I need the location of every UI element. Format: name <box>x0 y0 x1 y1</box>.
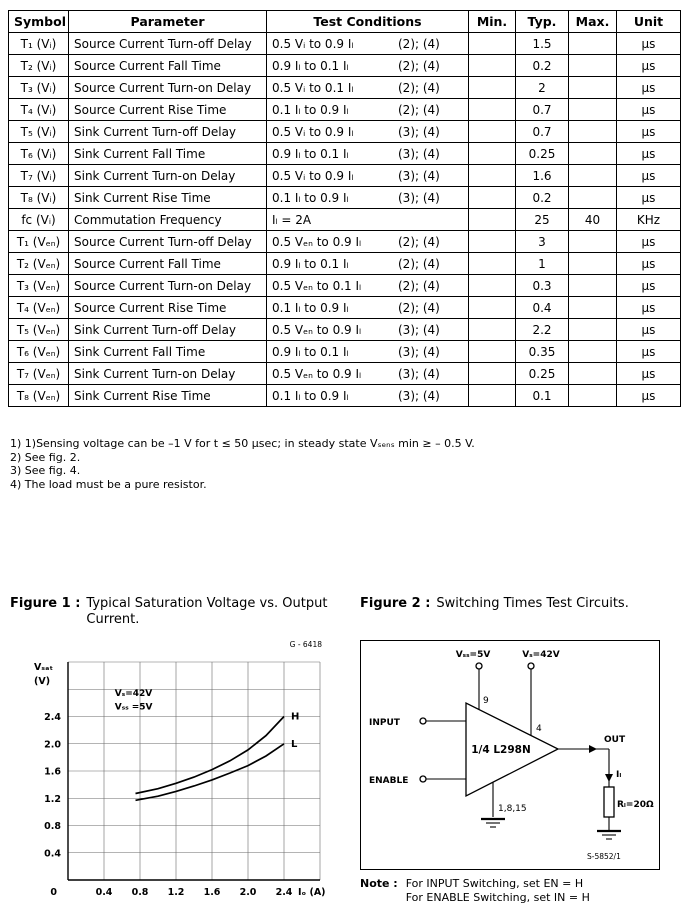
cell-conditions: Iₗ = 2A <box>267 209 469 231</box>
cell-typ: 25 <box>516 209 569 231</box>
cell-min <box>469 187 516 209</box>
svg-text:1.6: 1.6 <box>44 766 61 778</box>
cell-unit: μs <box>617 385 681 407</box>
svg-text:1.2: 1.2 <box>44 793 61 805</box>
cell-typ: 1.5 <box>516 33 569 55</box>
cell-typ: 0.3 <box>516 275 569 297</box>
enable-label: ENABLE <box>369 776 409 786</box>
table-row <box>9 231 681 253</box>
cell-parameter: Sink Current Rise Time <box>69 385 267 407</box>
note-lines <box>406 877 590 905</box>
cell-conditions: 0.9 Iₗ to 0.1 Iₗ (2); (4) <box>267 253 469 275</box>
figure1-chart <box>8 634 338 906</box>
cell-min <box>469 319 516 341</box>
cell-symbol: T₄ (Vₑₙ) <box>9 297 69 319</box>
table-row <box>9 143 681 165</box>
vs-terminal-icon <box>528 663 534 669</box>
cell-symbol: T₅ (Vₑₙ) <box>9 319 69 341</box>
cell-max <box>569 341 617 363</box>
out-arrow-icon <box>589 745 597 753</box>
cell-unit: μs <box>617 297 681 319</box>
table-row <box>9 385 681 407</box>
figure1-title: Typical Saturation Voltage vs. Output Current. <box>86 596 328 627</box>
spec-table <box>8 10 681 407</box>
header-row <box>9 11 681 33</box>
cell-typ: 0.25 <box>516 363 569 385</box>
cell-unit: μs <box>617 187 681 209</box>
rl-label: Rₗ=20Ω <box>617 800 654 810</box>
cell-unit: μs <box>617 99 681 121</box>
cell-parameter: Commutation Frequency <box>69 209 267 231</box>
cell-max <box>569 319 617 341</box>
saturation-chart-svg <box>8 634 338 906</box>
header-symbol: Symbol <box>9 11 69 33</box>
spec-table-body <box>9 33 681 407</box>
cell-min <box>469 275 516 297</box>
cell-typ: 0.1 <box>516 385 569 407</box>
cell-max <box>569 143 617 165</box>
table-row <box>9 187 681 209</box>
cell-symbol: fc (Vᵢ) <box>9 209 69 231</box>
footnote-4: 4) The load must be a pure resistor. <box>10 477 207 491</box>
cell-parameter: Source Current Fall Time <box>69 55 267 77</box>
table-row <box>9 275 681 297</box>
cell-max <box>569 231 617 253</box>
enable-terminal-icon <box>420 776 426 782</box>
spec-table-header <box>9 11 681 33</box>
cell-max <box>569 297 617 319</box>
vss-terminal-icon <box>476 663 482 669</box>
input-label: INPUT <box>369 718 400 728</box>
cell-typ: 0.25 <box>516 143 569 165</box>
cell-max <box>569 165 617 187</box>
cell-parameter: Sink Current Turn-off Delay <box>69 319 267 341</box>
cell-min <box>469 253 516 275</box>
cell-unit: μs <box>617 55 681 77</box>
cell-unit: μs <box>617 319 681 341</box>
header-parameter: Parameter <box>69 11 267 33</box>
cell-unit: μs <box>617 143 681 165</box>
cell-conditions: 0.5 Vᵢ to 0.9 Iₗ (3); (4) <box>267 165 469 187</box>
out-label: OUT <box>604 735 626 745</box>
cell-symbol: T₈ (Vᵢ) <box>9 187 69 209</box>
cell-conditions: 0.1 Iₗ to 0.9 Iₗ (3); (4) <box>267 187 469 209</box>
note-line-2: For ENABLE Switching, set IN = H <box>405 891 590 904</box>
figure1-label: Figure 1 : <box>10 596 81 611</box>
cell-parameter: Source Current Turn-on Delay <box>69 275 267 297</box>
ground-symbol-icon <box>481 819 505 827</box>
table-row <box>9 99 681 121</box>
cell-unit: μs <box>617 341 681 363</box>
table-row <box>9 33 681 55</box>
cell-conditions: 0.9 Iₗ to 0.1 Iₗ (2); (4) <box>267 55 469 77</box>
cell-max <box>569 121 617 143</box>
cell-unit: μs <box>617 275 681 297</box>
figure2-label: Figure 2 : <box>360 596 431 611</box>
cell-symbol: T₇ (Vₑₙ) <box>9 363 69 385</box>
cell-parameter: Source Current Turn-off Delay <box>69 231 267 253</box>
cell-min <box>469 77 516 99</box>
cell-symbol: T₄ (Vᵢ) <box>9 99 69 121</box>
cell-symbol: T₆ (Vₑₙ) <box>9 341 69 363</box>
cell-unit: μs <box>617 165 681 187</box>
svg-text:0.4: 0.4 <box>44 848 61 860</box>
cell-conditions: 0.1 Iₗ to 0.9 Iₗ (2); (4) <box>267 297 469 319</box>
table-row <box>9 341 681 363</box>
svg-text:0.8: 0.8 <box>44 821 61 832</box>
cell-parameter: Sink Current Turn-on Delay <box>69 165 267 187</box>
figure2-title: Switching Times Test Circuits. <box>436 596 629 611</box>
cell-conditions: 0.5 Vₑₙ to 0.9 Iₗ (3); (4) <box>267 319 469 341</box>
cell-parameter: Source Current Turn-off Delay <box>69 33 267 55</box>
footnote-3: 3) See fig. 4. <box>10 464 81 477</box>
cell-unit: μs <box>617 253 681 275</box>
cell-typ: 3 <box>516 231 569 253</box>
svg-text:L: L <box>291 738 298 750</box>
header-min: Min. <box>469 11 516 33</box>
pin4-label: 4 <box>536 724 542 734</box>
svg-text:H: H <box>291 711 300 723</box>
cell-unit: μs <box>617 363 681 385</box>
table-row <box>9 297 681 319</box>
ground-symbol-icon <box>597 831 621 839</box>
cell-parameter: Sink Current Turn-off Delay <box>69 121 267 143</box>
table-row <box>9 363 681 385</box>
figure2-circuit-box <box>360 640 660 870</box>
cell-max <box>569 363 617 385</box>
cell-unit: μs <box>617 121 681 143</box>
vss-label: Vₛₛ=5V <box>455 650 491 660</box>
cell-typ: 0.2 <box>516 55 569 77</box>
svg-text:2.0: 2.0 <box>44 739 61 751</box>
vs-label: Vₛ=42V <box>522 650 560 660</box>
cell-conditions: 0.5 Vᵢ to 0.9 Iₗ (3); (4) <box>267 121 469 143</box>
svg-text:0.4: 0.4 <box>95 887 113 898</box>
cell-parameter: Sink Current Fall Time <box>69 341 267 363</box>
cell-conditions: 0.1 Iₗ to 0.9 Iₗ (3); (4) <box>267 385 469 407</box>
cell-min <box>469 33 516 55</box>
cell-min <box>469 363 516 385</box>
note-label: Note : <box>360 877 398 890</box>
cell-conditions: 0.5 Vₑₙ to 0.9 Iₗ (2); (4) <box>267 231 469 253</box>
cell-max <box>569 99 617 121</box>
cell-min <box>469 165 516 187</box>
cell-typ: 0.2 <box>516 187 569 209</box>
cell-max <box>569 253 617 275</box>
cell-unit: μs <box>617 77 681 99</box>
cell-min <box>469 341 516 363</box>
cell-typ: 2 <box>516 77 569 99</box>
cell-conditions: 0.9 Iₗ to 0.1 Iₗ (3); (4) <box>267 143 469 165</box>
cell-symbol: T₅ (Vᵢ) <box>9 121 69 143</box>
cell-symbol: T₁ (Vₑₙ) <box>9 231 69 253</box>
cell-typ: 0.7 <box>516 121 569 143</box>
header-max: Max. <box>569 11 617 33</box>
svg-text:Vₛₛ =5V: Vₛₛ =5V <box>114 702 153 713</box>
figure1-caption <box>10 596 340 628</box>
cell-max <box>569 385 617 407</box>
cell-symbol: T₆ (Vᵢ) <box>9 143 69 165</box>
il-label: Iₗ <box>616 770 622 780</box>
table-row <box>9 121 681 143</box>
cell-conditions: 0.9 Iₗ to 0.1 Iₗ (3); (4) <box>267 341 469 363</box>
cell-min <box>469 55 516 77</box>
table-row <box>9 77 681 99</box>
cell-typ: 2.2 <box>516 319 569 341</box>
table-row <box>9 209 681 231</box>
cell-symbol: T₁ (Vᵢ) <box>9 33 69 55</box>
note-line-1: For INPUT Switching, set EN = H <box>405 877 584 890</box>
current-arrow-icon <box>605 774 613 782</box>
svg-text:0: 0 <box>50 887 57 898</box>
cell-symbol: T₂ (Vᵢ) <box>9 55 69 77</box>
cell-unit: μs <box>617 33 681 55</box>
cell-min <box>469 385 516 407</box>
cell-max <box>569 33 617 55</box>
svg-text:(V): (V) <box>34 676 51 687</box>
header-test-conditions: Test Conditions <box>267 11 469 33</box>
figure2-caption <box>360 596 629 612</box>
cell-min <box>469 231 516 253</box>
pin9-label: 9 <box>483 696 489 706</box>
cell-parameter: Source Current Rise Time <box>69 99 267 121</box>
svg-text:Iₒ (A): Iₒ (A) <box>298 887 326 898</box>
cell-unit: KHz <box>617 209 681 231</box>
cell-conditions: 0.5 Vₑₙ to 0.1 Iₗ (2); (4) <box>267 275 469 297</box>
chart-ref-code: G - 6418 <box>289 640 322 649</box>
bottom-pins-label: 1,8,15 <box>498 804 527 814</box>
figure2-circuit-svg <box>361 641 659 869</box>
cell-max <box>569 187 617 209</box>
table-row <box>9 319 681 341</box>
footnote-1: 1) 1)Sensing voltage can be –1 V for t ≤ 50 μsec; in steady state Vₛₑₙₛ min ≥ – 0.5 V. <box>10 437 475 450</box>
svg-text:2.4: 2.4 <box>275 887 293 898</box>
cell-min <box>469 121 516 143</box>
cell-conditions: 0.1 Iₗ to 0.9 Iₗ (2); (4) <box>267 99 469 121</box>
cell-symbol: T₃ (Vₑₙ) <box>9 275 69 297</box>
cell-min <box>469 143 516 165</box>
cell-symbol: T₇ (Vᵢ) <box>9 165 69 187</box>
input-terminal-icon <box>420 718 426 724</box>
table-row <box>9 165 681 187</box>
cell-max: 40 <box>569 209 617 231</box>
svg-text:2.4: 2.4 <box>44 712 61 723</box>
footnotes <box>10 437 475 491</box>
cell-min <box>469 297 516 319</box>
cell-typ: 0.7 <box>516 99 569 121</box>
cell-max <box>569 55 617 77</box>
cell-symbol: T₃ (Vᵢ) <box>9 77 69 99</box>
table-row <box>9 253 681 275</box>
figure2-note <box>360 877 590 905</box>
cell-symbol: T₂ (Vₑₙ) <box>9 253 69 275</box>
cell-typ: 0.35 <box>516 341 569 363</box>
svg-text:2.0: 2.0 <box>239 887 257 898</box>
cell-parameter: Sink Current Turn-on Delay <box>69 363 267 385</box>
cell-min <box>469 209 516 231</box>
cell-parameter: Source Current Rise Time <box>69 297 267 319</box>
header-typ: Typ. <box>516 11 569 33</box>
load-resistor-icon <box>604 787 614 817</box>
table-row <box>9 55 681 77</box>
cell-conditions: 0.5 Vₑₙ to 0.9 Iₗ (3); (4) <box>267 363 469 385</box>
svg-text:1.2: 1.2 <box>167 887 185 898</box>
cell-parameter: Source Current Fall Time <box>69 253 267 275</box>
cell-typ: 0.4 <box>516 297 569 319</box>
circuit-ref-code: S-5852/1 <box>587 852 621 861</box>
cell-unit: μs <box>617 231 681 253</box>
cell-min <box>469 99 516 121</box>
svg-text:1.6: 1.6 <box>203 887 221 898</box>
svg-text:0.8: 0.8 <box>131 887 149 898</box>
cell-conditions: 0.5 Vᵢ to 0.9 Iₗ (2); (4) <box>267 33 469 55</box>
cell-conditions: 0.5 Vᵢ to 0.1 Iₗ (2); (4) <box>267 77 469 99</box>
cell-parameter: Source Current Turn-on Delay <box>69 77 267 99</box>
cell-typ: 1.6 <box>516 165 569 187</box>
device-label: 1/4 L298N <box>471 744 531 756</box>
cell-typ: 1 <box>516 253 569 275</box>
svg-text:Vₛ=42V: Vₛ=42V <box>114 689 153 700</box>
svg-text:Vₛₐₜ: Vₛₐₜ <box>34 662 53 673</box>
cell-symbol: T₈ (Vₑₙ) <box>9 385 69 407</box>
header-unit: Unit <box>617 11 681 33</box>
cell-max <box>569 77 617 99</box>
cell-parameter: Sink Current Fall Time <box>69 143 267 165</box>
footnote-2: 2) See fig. 2. <box>10 450 81 464</box>
cell-max <box>569 275 617 297</box>
cell-parameter: Sink Current Rise Time <box>69 187 267 209</box>
